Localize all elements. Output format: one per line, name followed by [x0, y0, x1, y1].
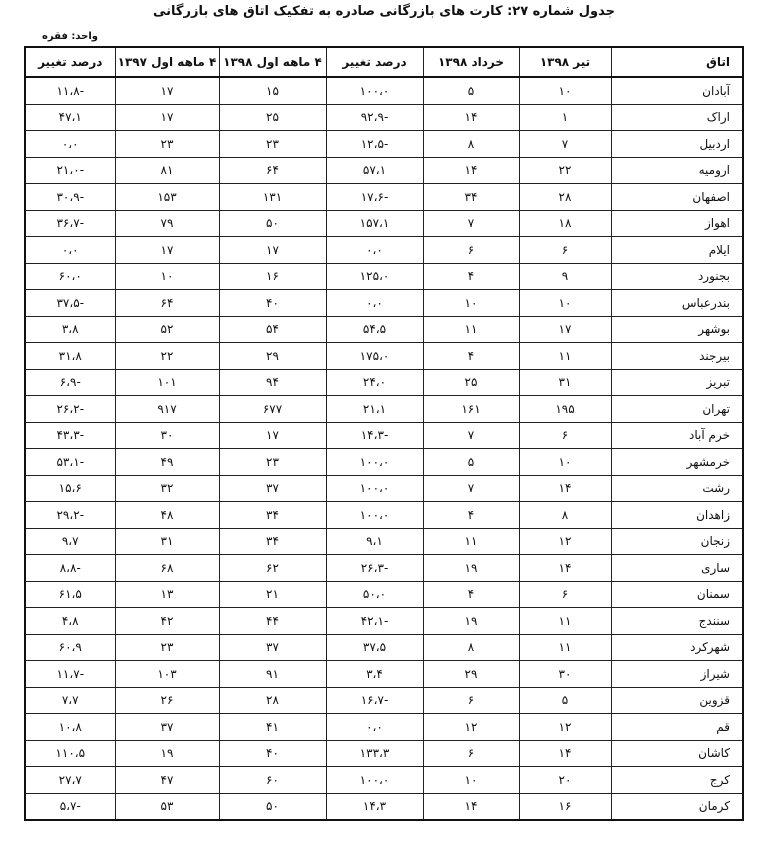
cell-4months-1398: ۳۴: [219, 502, 326, 529]
table-row: [25, 369, 743, 396]
cell-yearly-change: -۸،۸: [25, 555, 115, 582]
cell-tir-1398: ۶: [519, 237, 611, 264]
table-title: جدول شماره ۲۷: کارت های بازرگانی صادره به تفکیک اتاق های بازرگانی: [153, 4, 615, 19]
cell-4months-1398: ۵۴: [219, 316, 326, 343]
table-row: [25, 687, 743, 714]
cell-chamber-name: اراک: [611, 104, 743, 131]
cell-yearly-change: ۹،۷: [25, 528, 115, 555]
cell-tir-1398: ۳۰: [519, 661, 611, 688]
cell-monthly-change: -۱۴،۳: [326, 422, 423, 449]
cell-khordad-1398: ۶: [423, 237, 519, 264]
cell-khordad-1398: ۱۴: [423, 104, 519, 131]
cell-4months-1398: ۴۰: [219, 740, 326, 767]
cell-4months-1397: ۸۱: [115, 157, 219, 184]
cell-4months-1398: ۶۲: [219, 555, 326, 582]
cell-khordad-1398: ۱۰: [423, 767, 519, 794]
cell-yearly-change: ۰،۰: [25, 131, 115, 158]
cell-4months-1398: ۲۸: [219, 687, 326, 714]
table-row: [25, 237, 743, 264]
cell-monthly-change: -۴۲،۱: [326, 608, 423, 635]
cell-4months-1398: ۴۱: [219, 714, 326, 741]
cell-4months-1398: ۶۰: [219, 767, 326, 794]
cell-yearly-change: -۳۶،۷: [25, 210, 115, 237]
table-row: [25, 184, 743, 211]
table-row: [25, 793, 743, 820]
cell-tir-1398: ۷: [519, 131, 611, 158]
cell-khordad-1398: ۲۵: [423, 369, 519, 396]
cell-4months-1397: ۲۳: [115, 634, 219, 661]
cell-tir-1398: ۳۱: [519, 369, 611, 396]
cell-chamber-name: کرمان: [611, 793, 743, 820]
cell-monthly-change: ۲۱،۱: [326, 396, 423, 423]
cell-yearly-change: ۳۱،۸: [25, 343, 115, 370]
table-row: [25, 634, 743, 661]
cell-yearly-change: -۳۷،۵: [25, 290, 115, 317]
header-monthly-change: درصد تغییر: [326, 47, 423, 77]
cell-chamber-name: کاشان: [611, 740, 743, 767]
cell-tir-1398: ۱۶: [519, 793, 611, 820]
cell-monthly-change: ۱۰۰،۰: [326, 475, 423, 502]
cell-yearly-change: ۴۷،۱: [25, 104, 115, 131]
cell-4months-1398: ۲۱: [219, 581, 326, 608]
cell-monthly-change: ۱۷۵،۰: [326, 343, 423, 370]
cell-4months-1397: ۱۰۱: [115, 369, 219, 396]
cell-khordad-1398: ۴: [423, 502, 519, 529]
cell-tir-1398: ۲۸: [519, 184, 611, 211]
cell-chamber-name: ایلام: [611, 237, 743, 264]
cell-khordad-1398: ۱۹: [423, 555, 519, 582]
cell-4months-1397: ۱۹: [115, 740, 219, 767]
cell-monthly-change: ۱۲۵،۰: [326, 263, 423, 290]
cell-khordad-1398: ۶: [423, 687, 519, 714]
cell-4months-1397: ۲۳: [115, 131, 219, 158]
cell-monthly-change: ۱۰۰،۰: [326, 502, 423, 529]
cell-khordad-1398: ۱۰: [423, 290, 519, 317]
cell-chamber-name: شیراز: [611, 661, 743, 688]
cell-tir-1398: ۱۰: [519, 77, 611, 104]
unit-label: واحد: فقره: [42, 31, 98, 42]
cell-4months-1397: ۹۱۷: [115, 396, 219, 423]
cell-khordad-1398: ۱۴: [423, 157, 519, 184]
cell-4months-1398: ۳۷: [219, 475, 326, 502]
header-4months-1398: ۴ ماهه اول ۱۳۹۸: [219, 47, 326, 77]
cell-tir-1398: ۱۸: [519, 210, 611, 237]
cell-4months-1398: ۲۳: [219, 131, 326, 158]
table-row: [25, 210, 743, 237]
cell-chamber-name: اصفهان: [611, 184, 743, 211]
cell-yearly-change: ۴،۸: [25, 608, 115, 635]
cell-4months-1397: ۳۷: [115, 714, 219, 741]
header-row: [25, 47, 743, 77]
cell-4months-1398: ۹۴: [219, 369, 326, 396]
cell-monthly-change: ۱۰۰،۰: [326, 449, 423, 476]
cell-yearly-change: ۶۱،۵: [25, 581, 115, 608]
cell-khordad-1398: ۱۶۱: [423, 396, 519, 423]
cell-chamber-name: رشت: [611, 475, 743, 502]
table-row: [25, 502, 743, 529]
cell-khordad-1398: ۴: [423, 343, 519, 370]
cell-yearly-change: -۲۹،۲: [25, 502, 115, 529]
cell-yearly-change: ۱۰،۸: [25, 714, 115, 741]
cell-tir-1398: ۱۴: [519, 740, 611, 767]
cell-chamber-name: خرم آباد: [611, 422, 743, 449]
cell-chamber-name: بوشهر: [611, 316, 743, 343]
cell-yearly-change: ۰،۰: [25, 237, 115, 264]
cell-chamber-name: تبریز: [611, 369, 743, 396]
cell-monthly-change: ۳،۴: [326, 661, 423, 688]
cell-tir-1398: ۲۰: [519, 767, 611, 794]
cell-khordad-1398: ۱۱: [423, 316, 519, 343]
cell-tir-1398: ۱۲: [519, 714, 611, 741]
cell-khordad-1398: ۵: [423, 77, 519, 104]
cell-tir-1398: ۱۱: [519, 343, 611, 370]
cell-chamber-name: بجنورد: [611, 263, 743, 290]
table-row: [25, 449, 743, 476]
table-row: [25, 290, 743, 317]
cell-yearly-change: ۲۷،۷: [25, 767, 115, 794]
cell-chamber-name: سنندج: [611, 608, 743, 635]
header-khordad-1398: خرداد ۱۳۹۸: [423, 47, 519, 77]
cell-chamber-name: آبادان: [611, 77, 743, 104]
cell-4months-1398: ۴۰: [219, 290, 326, 317]
cell-yearly-change: -۱۱،۸: [25, 77, 115, 104]
cell-yearly-change: ۷،۷: [25, 687, 115, 714]
cell-4months-1397: ۳۰: [115, 422, 219, 449]
cell-4months-1398: ۲۳: [219, 449, 326, 476]
cell-yearly-change: -۲۶،۲: [25, 396, 115, 423]
cell-monthly-change: ۰،۰: [326, 290, 423, 317]
cell-monthly-change: ۵۴،۵: [326, 316, 423, 343]
cell-4months-1397: ۶۴: [115, 290, 219, 317]
cell-4months-1398: ۶۷۷: [219, 396, 326, 423]
cell-4months-1397: ۷۹: [115, 210, 219, 237]
cell-chamber-name: کرج: [611, 767, 743, 794]
cell-tir-1398: ۹: [519, 263, 611, 290]
cell-monthly-change: ۵۷،۱: [326, 157, 423, 184]
cell-monthly-change: ۱۳۳،۳: [326, 740, 423, 767]
cell-tir-1398: ۱۷: [519, 316, 611, 343]
cell-chamber-name: تهران: [611, 396, 743, 423]
cell-tir-1398: ۲۲: [519, 157, 611, 184]
cell-khordad-1398: ۱۲: [423, 714, 519, 741]
table-row: [25, 77, 743, 104]
cell-4months-1398: ۵۰: [219, 793, 326, 820]
cell-tir-1398: ۶: [519, 422, 611, 449]
cell-4months-1397: ۱۰۳: [115, 661, 219, 688]
table-row: [25, 661, 743, 688]
cell-tir-1398: ۵: [519, 687, 611, 714]
cell-4months-1397: ۴۹: [115, 449, 219, 476]
cell-4months-1397: ۱۵۳: [115, 184, 219, 211]
cell-yearly-change: -۴۳،۳: [25, 422, 115, 449]
cell-chamber-name: قزوین: [611, 687, 743, 714]
cell-yearly-change: -۳۰،۹: [25, 184, 115, 211]
cell-monthly-change: -۹۲،۹: [326, 104, 423, 131]
cell-khordad-1398: ۱۴: [423, 793, 519, 820]
cell-chamber-name: ساری: [611, 555, 743, 582]
cell-yearly-change: ۶۰،۰: [25, 263, 115, 290]
cell-khordad-1398: ۸: [423, 131, 519, 158]
cell-monthly-change: ۱۵۷،۱: [326, 210, 423, 237]
table-row: [25, 263, 743, 290]
cell-chamber-name: اردبیل: [611, 131, 743, 158]
cell-tir-1398: ۱۱: [519, 608, 611, 635]
cell-monthly-change: ۱۴،۳: [326, 793, 423, 820]
cell-chamber-name: ارومیه: [611, 157, 743, 184]
table-row: [25, 131, 743, 158]
cell-4months-1398: ۳۴: [219, 528, 326, 555]
cell-4months-1398: ۱۷: [219, 237, 326, 264]
cell-4months-1397: ۱۷: [115, 77, 219, 104]
cell-khordad-1398: ۲۹: [423, 661, 519, 688]
cell-khordad-1398: ۱۹: [423, 608, 519, 635]
cell-4months-1397: ۱۷: [115, 104, 219, 131]
cell-monthly-change: ۱۰۰،۰: [326, 77, 423, 104]
cell-4months-1397: ۵۲: [115, 316, 219, 343]
table-row: [25, 740, 743, 767]
table-row: [25, 396, 743, 423]
cell-chamber-name: شهرکرد: [611, 634, 743, 661]
cell-tir-1398: ۱۰: [519, 449, 611, 476]
table-row: [25, 343, 743, 370]
cell-chamber-name: زاهدان: [611, 502, 743, 529]
table-row: [25, 475, 743, 502]
cell-4months-1397: ۳۲: [115, 475, 219, 502]
cell-4months-1398: ۱۳۱: [219, 184, 326, 211]
cell-4months-1398: ۱۷: [219, 422, 326, 449]
table-row: [25, 157, 743, 184]
table-row: [25, 528, 743, 555]
cell-4months-1398: ۶۴: [219, 157, 326, 184]
cell-4months-1397: ۱۷: [115, 237, 219, 264]
cell-tir-1398: ۱۴: [519, 475, 611, 502]
cell-monthly-change: ۹،۱: [326, 528, 423, 555]
cell-4months-1397: ۲۲: [115, 343, 219, 370]
cell-monthly-change: -۱۷،۶: [326, 184, 423, 211]
cell-tir-1398: ۱۴: [519, 555, 611, 582]
cell-yearly-change: -۵۳،۱: [25, 449, 115, 476]
cell-4months-1397: ۲۶: [115, 687, 219, 714]
cell-tir-1398: ۱۹۵: [519, 396, 611, 423]
table-row: [25, 422, 743, 449]
cell-monthly-change: ۰،۰: [326, 714, 423, 741]
cell-tir-1398: ۱۱: [519, 634, 611, 661]
table-row: [25, 104, 743, 131]
cell-4months-1397: ۱۰: [115, 263, 219, 290]
cell-chamber-name: زنجان: [611, 528, 743, 555]
cell-yearly-change: ۱۱۰،۵: [25, 740, 115, 767]
cell-chamber-name: اهواز: [611, 210, 743, 237]
cell-khordad-1398: ۷: [423, 422, 519, 449]
cell-chamber-name: بیرجند: [611, 343, 743, 370]
cell-monthly-change: ۳۷،۵: [326, 634, 423, 661]
cell-monthly-change: -۱۲،۵: [326, 131, 423, 158]
cell-khordad-1398: ۵: [423, 449, 519, 476]
cell-4months-1397: ۱۳: [115, 581, 219, 608]
cell-khordad-1398: ۷: [423, 210, 519, 237]
cell-4months-1398: ۱۵: [219, 77, 326, 104]
cell-monthly-change: ۲۴،۰: [326, 369, 423, 396]
cell-4months-1398: ۵۰: [219, 210, 326, 237]
cell-monthly-change: -۱۶،۷: [326, 687, 423, 714]
cell-khordad-1398: ۴: [423, 263, 519, 290]
cell-chamber-name: خرمشهر: [611, 449, 743, 476]
table-row: [25, 316, 743, 343]
cell-tir-1398: ۱: [519, 104, 611, 131]
cell-yearly-change: -۵،۷: [25, 793, 115, 820]
cell-tir-1398: ۱۰: [519, 290, 611, 317]
cell-chamber-name: سمنان: [611, 581, 743, 608]
cell-yearly-change: -۲۱،۰: [25, 157, 115, 184]
cell-yearly-change: -۶،۹: [25, 369, 115, 396]
cell-khordad-1398: ۷: [423, 475, 519, 502]
cell-tir-1398: ۸: [519, 502, 611, 529]
cell-4months-1398: ۹۱: [219, 661, 326, 688]
cell-monthly-change: -۲۶،۳: [326, 555, 423, 582]
cell-4months-1398: ۳۷: [219, 634, 326, 661]
cell-tir-1398: ۱۲: [519, 528, 611, 555]
cell-yearly-change: ۱۵،۶: [25, 475, 115, 502]
table-row: [25, 555, 743, 582]
cell-4months-1398: ۴۴: [219, 608, 326, 635]
cell-monthly-change: ۵۰،۰: [326, 581, 423, 608]
table-row: [25, 608, 743, 635]
cell-khordad-1398: ۴: [423, 581, 519, 608]
cell-tir-1398: ۶: [519, 581, 611, 608]
cell-4months-1397: ۴۸: [115, 502, 219, 529]
cell-chamber-name: قم: [611, 714, 743, 741]
cell-4months-1397: ۵۳: [115, 793, 219, 820]
cell-khordad-1398: ۸: [423, 634, 519, 661]
table-row: [25, 714, 743, 741]
cell-yearly-change: ۳،۸: [25, 316, 115, 343]
header-tir-1398: تیر ۱۳۹۸: [519, 47, 611, 77]
cell-khordad-1398: ۳۴: [423, 184, 519, 211]
table-row: [25, 581, 743, 608]
trade-cards-table: [24, 46, 744, 821]
cell-yearly-change: -۱۱،۷: [25, 661, 115, 688]
cell-yearly-change: ۶۰،۹: [25, 634, 115, 661]
cell-4months-1397: ۳۱: [115, 528, 219, 555]
cell-monthly-change: ۱۰۰،۰: [326, 767, 423, 794]
cell-khordad-1398: ۱۱: [423, 528, 519, 555]
cell-4months-1398: ۲۵: [219, 104, 326, 131]
cell-chamber-name: بندرعباس: [611, 290, 743, 317]
cell-monthly-change: ۰،۰: [326, 237, 423, 264]
header-chamber: اتاق: [611, 47, 743, 77]
cell-4months-1398: ۱۶: [219, 263, 326, 290]
cell-khordad-1398: ۶: [423, 740, 519, 767]
cell-4months-1397: ۴۲: [115, 608, 219, 635]
cell-4months-1397: ۶۸: [115, 555, 219, 582]
header-yearly-change: درصد تغییر: [25, 47, 115, 77]
header-4months-1397: ۴ ماهه اول ۱۳۹۷: [115, 47, 219, 77]
cell-4months-1398: ۲۹: [219, 343, 326, 370]
table-row: [25, 767, 743, 794]
cell-4months-1397: ۴۷: [115, 767, 219, 794]
